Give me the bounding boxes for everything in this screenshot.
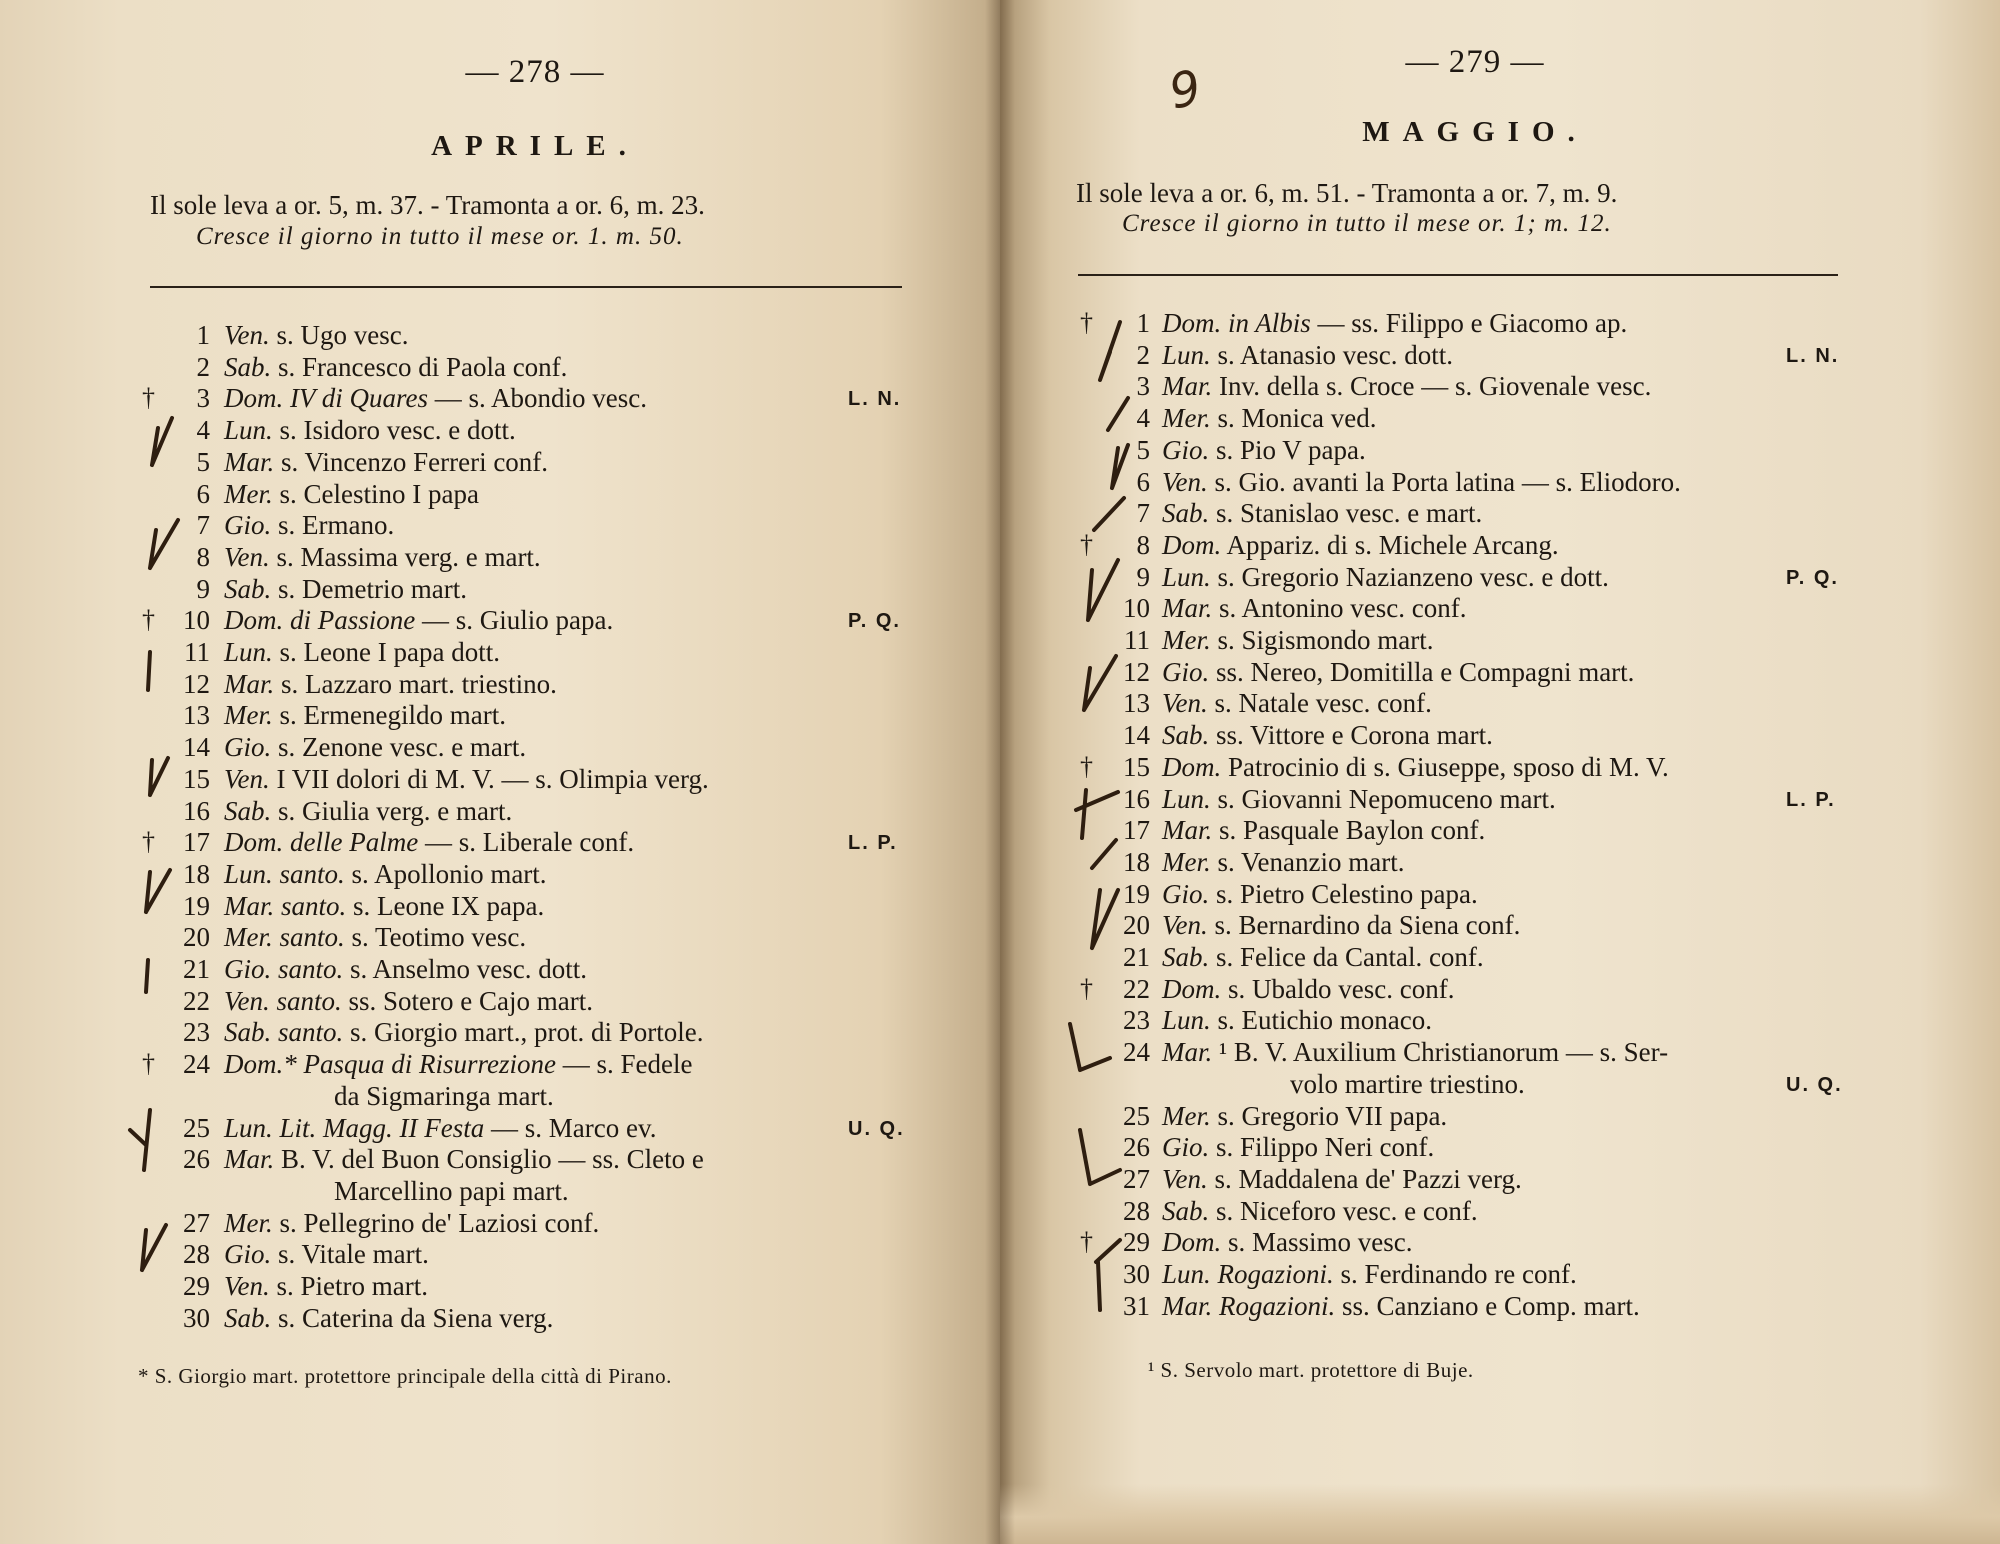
day-number: 22 [1123, 973, 1150, 1004]
check-mark-icon [1092, 840, 1116, 868]
day-number: 9 [196, 573, 210, 604]
weekday: Dom. [1162, 1227, 1222, 1258]
saint-text: s. Felice da Cantal. conf. [1209, 942, 1484, 972]
weekday: Lun. [224, 1112, 273, 1143]
day-number: 15 [183, 763, 210, 794]
day-number: 14 [183, 732, 210, 763]
day-number: 2 [1136, 339, 1150, 370]
day-number: 30 [1123, 1259, 1150, 1289]
day-number: 6 [1136, 466, 1150, 497]
check-mark-icon [150, 520, 178, 568]
weekday: Dom. [1162, 308, 1222, 338]
saint-text: B. V. del Buon Consiglio — ss. Cleto e [274, 1144, 704, 1175]
weekday: Sab. [1162, 942, 1210, 972]
sunday-cross-icon: † [1080, 973, 1093, 1003]
weekday: Ven. [1162, 466, 1208, 497]
feast-name: in Albis [1221, 308, 1311, 338]
day-number: 7 [1136, 498, 1150, 529]
weekday: Ven. [224, 985, 270, 1016]
day-number: 16 [1123, 783, 1150, 814]
saint-text: Appariz. di s. Michele Arcang. [1221, 529, 1559, 560]
saint-text: s. Gregorio Nazianzeno vesc. e dott. [1210, 561, 1609, 592]
weekday: Mer. [1162, 846, 1211, 877]
check-mark-icon [1080, 1130, 1120, 1184]
day-number: 5 [196, 446, 210, 477]
saint-text: s. Gregorio VII papa. [1210, 1100, 1448, 1131]
saint-text: — s. Fedele [556, 1049, 693, 1080]
saint-text: s. Monica ved. [1210, 403, 1377, 434]
check-mark-icon [146, 960, 148, 992]
weekday: Sab. [1162, 720, 1210, 751]
day-number: 5 [1136, 434, 1150, 465]
day-number: 11 [184, 637, 210, 667]
weekday: Gio. [224, 1239, 272, 1270]
weekday: Ven. [224, 541, 270, 572]
saint-text: I VII dolori di M. V. — s. Olimpia verg. [269, 763, 709, 794]
weekday: Gio. [1162, 878, 1210, 909]
feast-name: santo. [271, 1017, 344, 1048]
day-number: 4 [1136, 403, 1150, 434]
check-mark-icon [146, 870, 170, 912]
weekday: Mer. [1162, 1100, 1211, 1131]
weekday: Mar. [1162, 1037, 1213, 1068]
day-number: 3 [196, 383, 210, 414]
weekday: Dom. [1162, 751, 1222, 782]
moon-phase: L. P. [848, 832, 898, 855]
weekday: Mar. [1162, 1290, 1213, 1321]
check-mark-icon [130, 1110, 150, 1170]
day-number: 24 [1123, 1037, 1150, 1068]
handwritten-page-mark: 9 [1164, 59, 1207, 121]
saint-text: s. Leone I papa dott. [272, 637, 500, 667]
sunday-cross-icon: † [1080, 751, 1093, 781]
weekday: Ven. [1162, 1163, 1208, 1194]
day-number: 15 [1123, 751, 1150, 782]
feast-name: santo. [271, 954, 344, 984]
saint-text: s. Venanzio mart. [1210, 846, 1405, 877]
day-number: 23 [1123, 1005, 1150, 1036]
weekday: Gio. [1162, 1132, 1210, 1163]
saint-text: s. Ermano. [271, 510, 395, 541]
day-number: 11 [1124, 625, 1150, 655]
saint-text: s. Ugo vesc. [269, 320, 409, 350]
day-number: 28 [1123, 1195, 1150, 1226]
check-mark-icon [1112, 445, 1128, 488]
moon-phase: P. Q. [1786, 566, 1839, 589]
weekday: Sab. [224, 351, 272, 382]
day-number: 12 [1123, 656, 1150, 687]
day-number: 31 [1123, 1290, 1150, 1321]
weekday: Lun. [1162, 1259, 1211, 1289]
weekday: Mer. [1162, 403, 1211, 434]
page-number: — 278 — [465, 54, 605, 90]
day-number: 16 [183, 795, 210, 826]
day-number: 19 [183, 890, 210, 921]
saint-text: s. Giulia verg. e mart. [271, 795, 513, 826]
weekday: Gio. [1162, 434, 1210, 465]
saint-text: Patrocinio di s. Giuseppe, sposo di M. V. [1221, 751, 1669, 782]
weekday: Sab. [224, 795, 272, 826]
day-number: 8 [1136, 529, 1150, 560]
weekday: Sab. [224, 1302, 272, 1333]
weekday: Ven. [224, 763, 270, 794]
day-number: 20 [1123, 910, 1150, 941]
day-number: 14 [1123, 720, 1150, 751]
sunday-cross-icon: † [142, 827, 155, 857]
weekday: Ven. [224, 1271, 270, 1301]
saint-text: s. Natale vesc. conf. [1207, 688, 1432, 719]
saint-text: s. Anselmo vesc. dott. [343, 954, 588, 984]
day-number: 3 [1136, 371, 1150, 402]
sunday-cross-icon: † [142, 605, 155, 635]
feast-name: santo. [274, 890, 347, 921]
saint-text: s. Lazzaro mart. triestino. [274, 668, 557, 699]
saint-text: s. Pietro Celestino papa. [1209, 878, 1478, 909]
weekday: Mer. [224, 1207, 273, 1238]
weekday: Lun. [1162, 783, 1211, 814]
weekday: Ven. [1162, 910, 1208, 941]
day-number: 27 [1123, 1163, 1150, 1194]
saint-text: Inv. della s. Croce — s. Giovenale vesc. [1212, 371, 1652, 402]
feast-name: Rogazioni. [1210, 1259, 1334, 1289]
feast-name: Lit. Magg. II Festa [272, 1112, 485, 1143]
weekday: Lun. [224, 415, 273, 446]
saint-text: s. Celestino I papa [272, 478, 479, 509]
feast-name: santo. [272, 858, 345, 889]
check-mark-icon [1094, 498, 1124, 530]
saint-text: s. Bernardino da Siena conf. [1207, 910, 1521, 941]
moon-phase: U. Q. [848, 1117, 905, 1140]
weekday: Mar. [224, 446, 275, 477]
check-mark-icon [1100, 322, 1120, 380]
day-number: 4 [196, 415, 210, 446]
saint-text: s. Pio V papa. [1209, 434, 1366, 465]
day-number: 25 [1123, 1100, 1150, 1131]
sunday-cross-icon: † [142, 1049, 155, 1079]
saint-text: s. Maddalena de' Pazzi verg. [1207, 1163, 1522, 1194]
day-number: 25 [183, 1112, 210, 1143]
day-number: 23 [183, 1017, 210, 1048]
sun-times: Il sole leva a or. 5, m. 37. - Tramonta a or. 6, m. 23. [150, 190, 705, 220]
saint-text: — s. Liberale conf. [418, 827, 635, 858]
check-mark-icon [1092, 890, 1118, 948]
weekday: Sab. [1162, 498, 1210, 529]
day-number: 8 [196, 541, 210, 572]
day-length: Cresce il giorno in tutto il mese or. 1. m. 50. [196, 223, 684, 250]
day-number: 18 [183, 858, 210, 889]
moon-phase: L. N. [848, 388, 902, 411]
footnote: ¹ S. Servolo mart. protettore di Buje. [1148, 1358, 1474, 1382]
weekday: Gio. [224, 510, 272, 541]
check-mark-icon [148, 652, 150, 690]
weekday: Lun. [1162, 561, 1211, 592]
month-title: MAGGIO. [1362, 116, 1588, 148]
day-number: 21 [183, 954, 210, 984]
day-number: 26 [183, 1144, 210, 1175]
saint-text: s. Sigismondo mart. [1210, 625, 1434, 655]
check-mark-icon [150, 758, 168, 795]
moon-phase: U. Q. [1786, 1073, 1843, 1096]
check-mark-icon [1096, 1240, 1120, 1310]
day-number: 17 [1123, 815, 1150, 846]
saint-text: s. Ferdinando re conf. [1333, 1259, 1577, 1289]
day-number: 9 [1136, 561, 1150, 592]
day-number: 6 [196, 478, 210, 509]
saint-text: s. Massima verg. e mart. [269, 541, 541, 572]
day-number: 27 [183, 1207, 210, 1238]
saint-text: ss. Sotero e Cajo mart. [341, 985, 593, 1016]
saint-text: — ss. Filippo e Giacomo ap. [1310, 308, 1628, 338]
page-number: — 279 — [1405, 44, 1545, 80]
saint-text: s. Teotimo vesc. [344, 922, 527, 953]
sunday-cross-icon: † [1080, 1227, 1093, 1257]
saint-text: s. Pellegrino de' Laziosi conf. [272, 1207, 600, 1238]
saint-text: — s. Marco ev. [484, 1112, 657, 1143]
saint-text: ss. Canziano e Comp. mart. [1335, 1290, 1640, 1321]
day-number: 13 [1123, 688, 1150, 719]
day-number: 1 [196, 320, 210, 350]
weekday: Mar. [1162, 815, 1213, 846]
saint-text: s. Eutichio monaco. [1210, 1005, 1432, 1036]
saint-text: s. Demetrio mart. [271, 573, 467, 604]
sunday-cross-icon: † [1080, 529, 1093, 559]
saint-text: s. Ubaldo vesc. conf. [1221, 973, 1455, 1004]
day-number: 30 [183, 1302, 210, 1333]
check-mark-icon [1088, 560, 1118, 620]
saint-text: — s. Giulio papa. [415, 605, 614, 636]
weekday: Lun. [224, 637, 273, 667]
saint-text: s. Stanislao vesc. e mart. [1209, 498, 1483, 529]
saint-text: s. Giorgio mart., prot. di Portole. [343, 1017, 704, 1048]
saint-text: — s. Abondio vesc. [428, 383, 647, 414]
saint-text: s. Vincenzo Ferreri conf. [274, 446, 549, 477]
weekday: Mar. [224, 668, 275, 699]
weekday: Ven. [1162, 688, 1208, 719]
saint-text: s. Gio. avanti la Porta latina — s. Eliodoro. [1207, 466, 1681, 497]
saint-text: s. Giovanni Nepomuceno mart. [1210, 783, 1556, 814]
saint-text: ¹ B. V. Auxilium Christianorum — s. Ser- [1212, 1037, 1669, 1068]
feast-name: delle Palme [283, 827, 419, 858]
feast-name: Rogazioni. [1212, 1290, 1336, 1321]
weekday: Dom. [224, 605, 284, 636]
saint-text: s. Ermenegildo mart. [272, 700, 506, 731]
month-title: APRILE. [431, 130, 639, 162]
weekday: Lun. [224, 858, 273, 889]
weekday: Mar. [224, 890, 275, 921]
weekday: Sab. [1162, 1195, 1210, 1226]
weekday: Sab. [224, 573, 272, 604]
sunday-cross-icon: † [1080, 308, 1093, 337]
check-mark-icon [1070, 1024, 1110, 1070]
feast-name: di Passione [283, 605, 416, 636]
day-number: 18 [1123, 846, 1150, 877]
day-number: 20 [183, 922, 210, 953]
weekday: Dom.* [224, 1049, 297, 1080]
weekday: Lun. [1162, 1005, 1211, 1036]
day-number: 22 [183, 985, 210, 1016]
footnote: * S. Giorgio mart. protettore principale della città di Pirano. [138, 1364, 672, 1388]
weekday: Dom. [224, 383, 284, 414]
check-mark-icon [1108, 398, 1128, 430]
saint-text: s. Vitale mart. [271, 1239, 429, 1270]
saint-text: s. Isidoro vesc. e dott. [272, 415, 516, 446]
weekday: Gio. [224, 732, 272, 763]
weekday: Mer. [1162, 625, 1211, 655]
feast-name: santo. [269, 985, 342, 1016]
day-number: 1 [1136, 308, 1150, 338]
check-mark-icon [1084, 656, 1116, 710]
moon-phase: L. P. [1786, 788, 1836, 811]
sun-times: Il sole leva a or. 6, m. 51. - Tramonta a or. 7, m. 9. [1076, 178, 1618, 208]
weekday: Dom. [224, 827, 284, 858]
weekday: Mar. [224, 1144, 275, 1175]
saint-text: s. Filippo Neri conf. [1209, 1132, 1435, 1163]
saint-text: ss. Nereo, Domitilla e Compagni mart. [1209, 656, 1635, 687]
saint-text: s. Apollonio mart. [344, 858, 547, 889]
moon-phase: P. Q. [848, 610, 901, 633]
day-number: 10 [1123, 593, 1150, 624]
saint-text: s. Leone IX papa. [346, 890, 545, 921]
moon-phase: L. N. [1786, 344, 1840, 367]
day-number: 19 [1123, 878, 1150, 909]
day-number: 17 [183, 827, 210, 858]
saint-text: s. Pietro mart. [269, 1271, 428, 1301]
weekday: Mer. [224, 700, 273, 731]
feast-name: Pasqua di Risurrezione [296, 1049, 556, 1080]
feast-name: IV di Quares [283, 383, 428, 414]
day-number: 29 [1123, 1227, 1150, 1258]
weekday: Gio. [1162, 656, 1210, 687]
saint-text: s. Pasquale Baylon conf. [1212, 815, 1486, 846]
saint-text: s. Antonino vesc. conf. [1212, 593, 1467, 624]
saint-text: s. Zenone vesc. e mart. [271, 732, 527, 763]
sunday-cross-icon: † [142, 383, 155, 413]
day-number: 13 [183, 700, 210, 731]
weekday: Gio. [224, 954, 272, 984]
saint-text: da Sigmaringa mart. [334, 1080, 554, 1111]
day-number: 12 [183, 668, 210, 699]
day-number: 7 [196, 510, 210, 541]
day-number: 26 [1123, 1132, 1150, 1163]
check-mark-icon [142, 1225, 166, 1270]
weekday: Mar. [1162, 371, 1213, 402]
day-number: 21 [1123, 942, 1150, 972]
weekday: Mar. [1162, 593, 1213, 624]
saint-text: s. Caterina da Siena verg. [271, 1302, 554, 1333]
saint-text: s. Francesco di Paola conf. [271, 351, 568, 382]
day-number: 28 [183, 1239, 210, 1270]
weekday: Mer. [224, 478, 273, 509]
check-mark-icon [1076, 790, 1118, 838]
day-number: 10 [183, 605, 210, 636]
saint-text: s. Atanasio vesc. dott. [1210, 339, 1454, 370]
day-number: 24 [183, 1049, 210, 1080]
saint-text: Marcellino papi mart. [334, 1175, 569, 1206]
weekday: Mer. [224, 922, 273, 953]
weekday: Lun. [1162, 339, 1211, 370]
saint-text: s. Niceforo vesc. e conf. [1209, 1195, 1478, 1226]
day-number: 29 [183, 1271, 210, 1301]
day-length: Cresce il giorno in tutto il mese or. 1; m. 12. [1122, 210, 1612, 237]
weekday: Sab. [224, 1017, 272, 1048]
saint-text: volo martire triestino. [1290, 1068, 1525, 1099]
weekday: Dom. [1162, 973, 1222, 1004]
check-mark-icon [152, 418, 172, 465]
feast-name: santo. [272, 922, 345, 953]
saint-text: s. Massimo vesc. [1221, 1227, 1413, 1258]
weekday: Dom. [1162, 529, 1222, 560]
weekday: Ven. [224, 320, 270, 350]
day-number: 2 [196, 351, 210, 382]
saint-text: ss. Vittore e Corona mart. [1209, 720, 1493, 751]
